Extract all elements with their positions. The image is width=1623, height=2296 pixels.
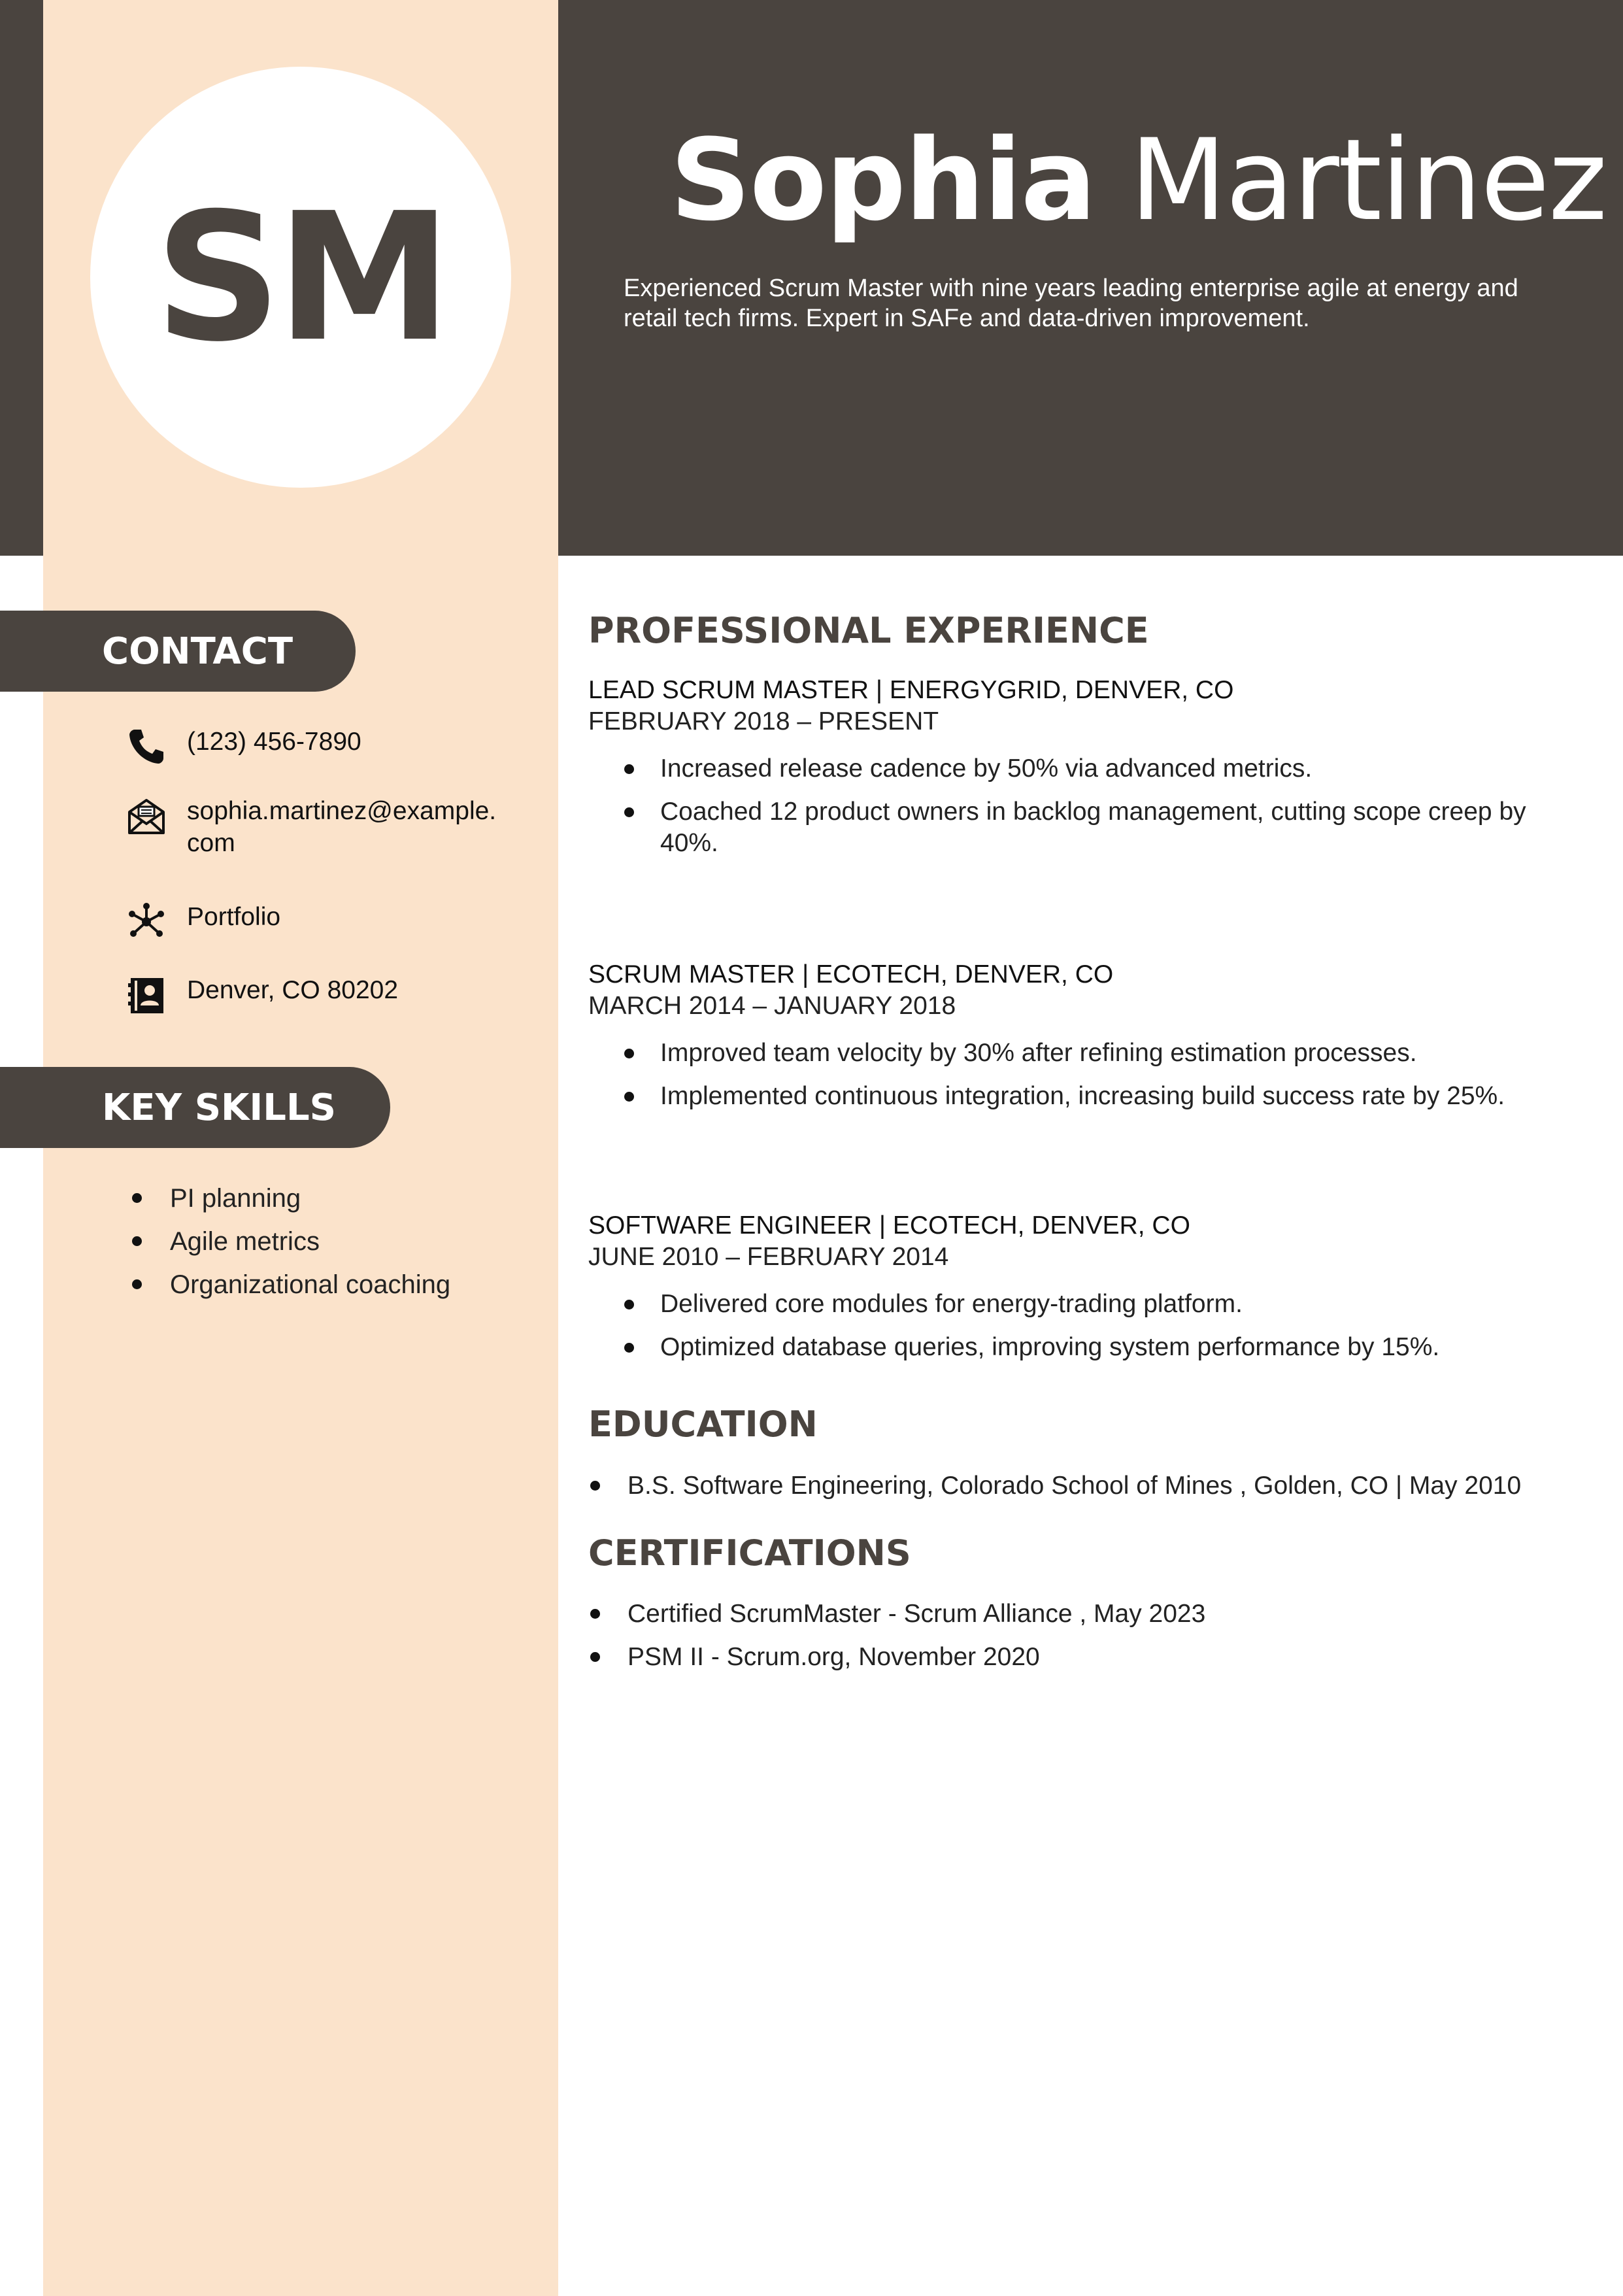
skill-item: PI planning xyxy=(131,1177,450,1220)
contact-phone-row xyxy=(125,726,501,768)
education-item: B.S. Software Engineering, Colorado School of Mines , Golden, CO | May 2010 xyxy=(588,1464,1595,1508)
job-bullet: Delivered core modules for energy-trading platform. xyxy=(588,1289,1569,1320)
contact-card-icon xyxy=(125,974,167,1016)
job-entry xyxy=(588,1210,1569,1375)
certification-item: Certified ScrumMaster - Scrum Alliance , May 2023 xyxy=(588,1593,1595,1636)
profile-summary: Experienced Scrum Master with nine years leading enterprise agile at energy and retail tech firms. Expert in SAFe and data-driven improvement. xyxy=(624,275,1518,332)
education-heading: EDUCATION xyxy=(588,1404,818,1445)
job-bullet: Optimized database queries, improving system performance by 15%. xyxy=(588,1332,1569,1363)
contact-heading: CONTACT xyxy=(0,611,356,692)
job-dates: MARCH 2014 – JANUARY 2018 xyxy=(588,992,956,1020)
job-bullets xyxy=(588,753,1569,859)
job-bullet: Increased release cadence by 50% via advanced metrics. xyxy=(588,753,1569,785)
contact-location-row xyxy=(125,974,501,1016)
job-bullets xyxy=(588,1289,1569,1363)
monogram-circle xyxy=(90,67,511,488)
job-title: SCRUM MASTER | ECOTECH, DENVER, CO xyxy=(588,960,1114,988)
monogram: SM xyxy=(154,174,447,380)
certifications-heading: CERTIFICATIONS xyxy=(588,1532,911,1574)
job-bullet: Implemented continuous integration, increasing build success rate by 25%. xyxy=(588,1081,1569,1112)
job-bullets xyxy=(588,1038,1569,1112)
network-icon xyxy=(125,901,167,943)
job-title: LEAD SCRUM MASTER | ENERGYGRID, DENVER, CO xyxy=(588,676,1234,704)
phone-number[interactable]: (123) 456-7890 xyxy=(187,728,361,756)
phone-icon xyxy=(125,726,167,768)
last-name: Martinez xyxy=(1129,114,1607,246)
education-list xyxy=(588,1464,1595,1508)
key-skills-heading: KEY SKILLS xyxy=(0,1067,390,1148)
first-name: Sophia xyxy=(670,114,1096,246)
envelope-icon xyxy=(125,795,167,837)
certification-item: PSM II - Scrum.org, November 2020 xyxy=(588,1636,1595,1679)
job-bullet: Coached 12 product owners in backlog management, cutting scope creep by 40%. xyxy=(588,796,1569,859)
job-entry xyxy=(588,959,1569,1124)
skill-item: Agile metrics xyxy=(131,1220,450,1263)
portfolio-link[interactable]: Portfolio xyxy=(187,903,281,931)
experience-heading: PROFESSIONAL EXPERIENCE xyxy=(588,610,1149,651)
job-bullet: Improved team velocity by 30% after refining estimation processes. xyxy=(588,1038,1569,1069)
full-name xyxy=(670,114,1607,246)
certifications-list xyxy=(588,1593,1595,1679)
skill-item: Organizational coaching xyxy=(131,1263,450,1306)
job-title: SOFTWARE ENGINEER | ECOTECH, DENVER, CO xyxy=(588,1211,1190,1240)
job-dates: FEBRUARY 2018 – PRESENT xyxy=(588,707,939,735)
skills-list xyxy=(131,1177,450,1306)
location: Denver, CO 80202 xyxy=(187,976,399,1004)
email-address[interactable]: sophia.martinez@example.com xyxy=(187,797,497,857)
contact-portfolio-row xyxy=(125,901,501,943)
left-accent-strip xyxy=(0,0,43,556)
job-dates: JUNE 2010 – FEBRUARY 2014 xyxy=(588,1243,949,1271)
contact-email-row xyxy=(125,795,501,859)
job-entry xyxy=(588,675,1569,871)
